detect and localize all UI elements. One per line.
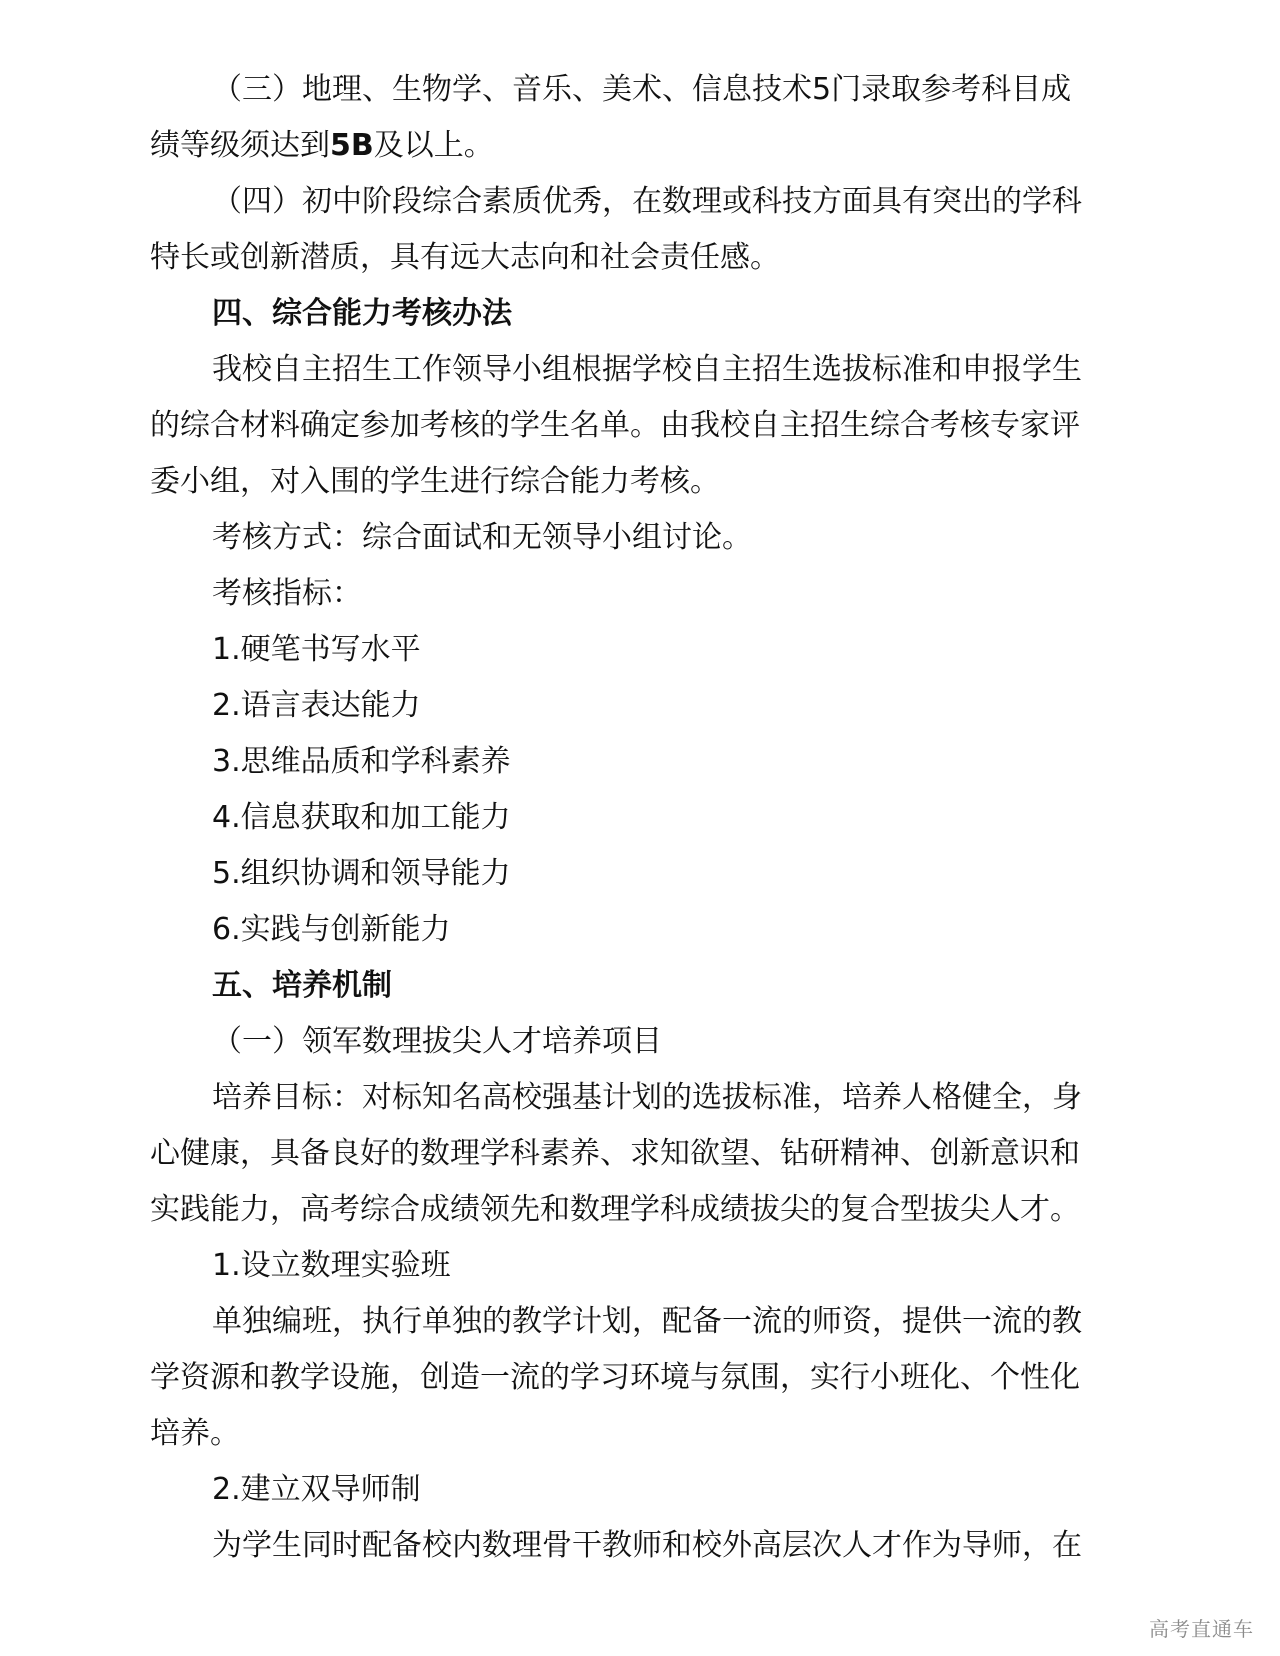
item-3-line-1: （三）地理、生物学、音乐、美术、信息技术5门录取参考科目成 bbox=[212, 72, 1072, 107]
indicator-item: 6.实践与创新能力 bbox=[212, 912, 451, 947]
section-4-intro-line-2: 的综合材料确定参加考核的学生名单。由我校自主招生综合考核专家评 bbox=[150, 408, 1080, 443]
point-1-line-2: 学资源和教学设施，创造一流的学习环境与氛围，实行小班化、个性化 bbox=[150, 1360, 1080, 1395]
indicator-item: 1.硬笔书写水平 bbox=[212, 632, 421, 667]
subsection-1-title: （一）领军数理拔尖人才培养项目 bbox=[212, 1024, 662, 1059]
indicator-item: 5.组织协调和领导能力 bbox=[212, 856, 511, 891]
section-4-intro-line-3: 委小组，对入围的学生进行综合能力考核。 bbox=[150, 464, 720, 499]
point-1-line-1: 单独编班，执行单独的教学计划，配备一流的师资，提供一流的教 bbox=[212, 1304, 1082, 1339]
item-3-line-2-prefix: 绩等级须达到 bbox=[150, 128, 330, 163]
indicator-item: 3.思维品质和学科素养 bbox=[212, 744, 511, 779]
indicator-item: 4.信息获取和加工能力 bbox=[212, 800, 511, 835]
document-body bbox=[150, 62, 1130, 1574]
point-2-title: 2.建立双导师制 bbox=[212, 1472, 421, 1507]
goal-line-3: 实践能力，高考综合成绩领先和数理学科成绩拔尖的复合型拔尖人才。 bbox=[150, 1192, 1080, 1227]
item-4-line-2: 特长或创新潜质，具有远大志向和社会责任感。 bbox=[150, 240, 780, 275]
item-3-grade-requirement: 5B bbox=[330, 128, 374, 163]
assessment-method: 考核方式：综合面试和无领导小组讨论。 bbox=[212, 520, 752, 555]
watermark: 高考直通车 bbox=[1149, 1617, 1254, 1641]
point-1-title: 1.设立数理实验班 bbox=[212, 1248, 451, 1283]
item-3-line-2-suffix: 及以上。 bbox=[373, 128, 494, 163]
point-2-line-1: 为学生同时配备校内数理骨干教师和校外高层次人才作为导师，在 bbox=[212, 1528, 1082, 1563]
item-3-line-2 bbox=[150, 118, 1130, 174]
indicator-item: 2.语言表达能力 bbox=[212, 688, 421, 723]
point-1-line-3: 培养。 bbox=[150, 1416, 240, 1451]
indicators-label: 考核指标： bbox=[212, 576, 362, 611]
goal-line-2: 心健康，具备良好的数理学科素养、求知欲望、钻研精神、创新意识和 bbox=[150, 1136, 1080, 1171]
section-4-heading: 四、综合能力考核办法 bbox=[212, 296, 512, 331]
section-4-intro-line-1: 我校自主招生工作领导小组根据学校自主招生选拔标准和申报学生 bbox=[212, 352, 1082, 387]
section-5-heading: 五、培养机制 bbox=[212, 968, 392, 1003]
item-4-line-1: （四）初中阶段综合素质优秀，在数理或科技方面具有突出的学科 bbox=[212, 184, 1082, 219]
goal-line-1: 培养目标：对标知名高校强基计划的选拔标准，培养人格健全，身 bbox=[212, 1080, 1082, 1115]
